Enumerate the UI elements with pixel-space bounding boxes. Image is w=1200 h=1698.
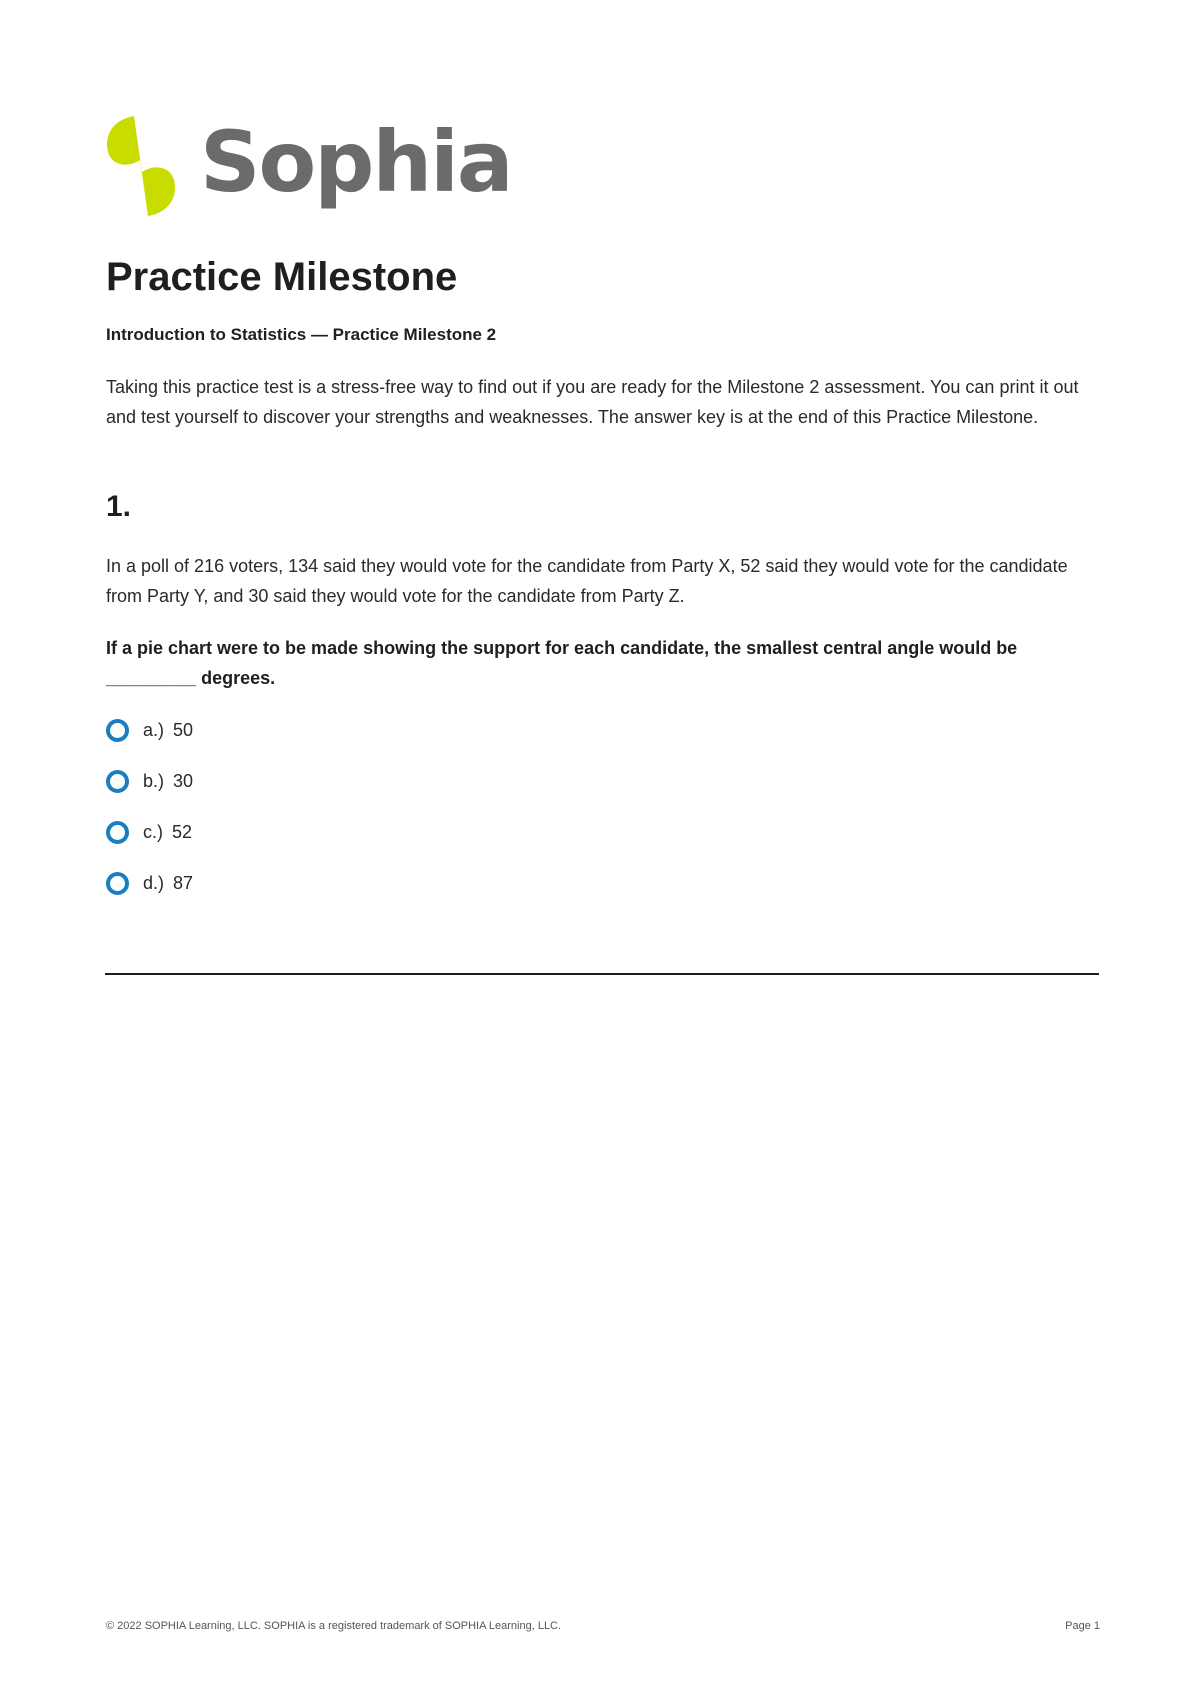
sophia-logo-mark-icon [104, 114, 178, 218]
footer-copyright: © 2022 SOPHIA Learning, LLC. SOPHIA is a registered trademark of SOPHIA Learning, LLC. [106, 1620, 562, 1632]
option-value: 52 [172, 822, 193, 842]
option-letter: c.) [143, 822, 163, 842]
intro-paragraph: Taking this practice test is a stress-free way to find out if you are ready for the Milestone 2 assessment. You can print it out and test yourself to discover your strengths and weaknesses. The answer key is at the end of this Practice Milestone. [106, 377, 1079, 427]
answer-option-b[interactable] [106, 767, 193, 818]
radio-circle-icon[interactable] [106, 770, 129, 793]
option-value: 30 [173, 771, 194, 791]
course-subtitle: Introduction to Statistics — Practice Milestone 2 [106, 325, 497, 344]
footer-page-number: Page 1 [1065, 1620, 1100, 1632]
radio-circle-icon[interactable] [106, 821, 129, 844]
question-number: 1. [106, 490, 132, 523]
radio-circle-icon[interactable] [106, 872, 129, 895]
question-text: In a poll of 216 voters, 134 said they would vote for the candidate from Party X, 52 said they would vote for the candidate from Party Y, and 30 said they would vote for the candidate from Party Z. [106, 556, 1068, 606]
section-divider [105, 973, 1099, 975]
page-title: Practice Milestone [106, 255, 458, 299]
option-letter: d.) [143, 873, 165, 893]
question-prompt: If a pie chart were to be made showing the support for each candidate, the smallest central angle would be _________ degrees. [106, 638, 1018, 688]
option-value: 50 [173, 720, 194, 740]
radio-circle-icon[interactable] [106, 719, 129, 742]
option-letter: b.) [143, 771, 165, 791]
option-value: 87 [173, 873, 194, 893]
answer-option-c[interactable] [106, 818, 193, 869]
option-letter: a.) [143, 720, 165, 740]
sophia-logo [104, 110, 524, 222]
answer-option-d[interactable] [106, 869, 193, 920]
sophia-wordmark: Sophia [200, 113, 512, 211]
answer-options [106, 716, 193, 920]
answer-option-a[interactable] [106, 716, 193, 767]
